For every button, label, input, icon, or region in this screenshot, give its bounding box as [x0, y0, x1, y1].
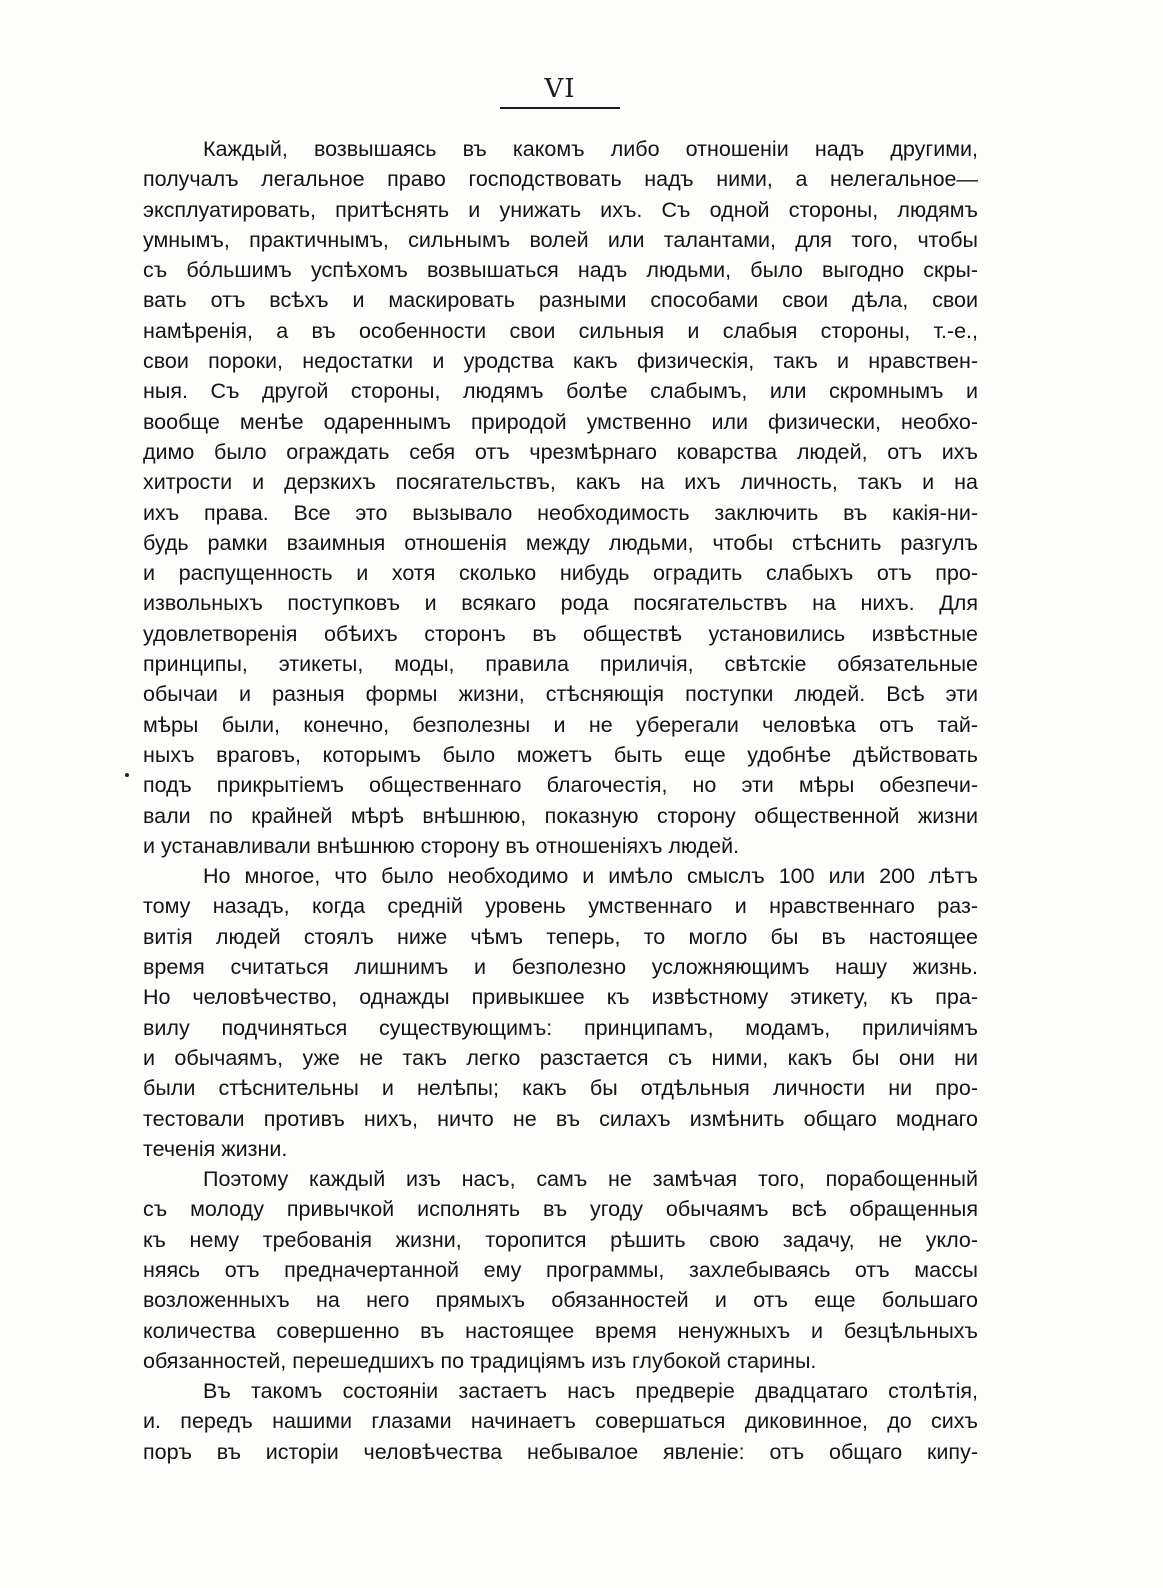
text-line: и. передъ нашими глазами начинаетъ совершаться диковинное, до сихъ	[143, 1409, 978, 1434]
text-line: ныхъ враговъ, которымъ было можетъ быть еще удобнѣе дѣйствовать	[143, 742, 978, 767]
text-line: тестовали противъ нихъ, ничто не въ силахъ измѣнить общаго моднаго	[143, 1106, 978, 1131]
text-line: и распущенность и хотя сколько нибудь оградить слабыхъ отъ про-	[143, 561, 978, 586]
text-line: къ нему требованiя жизни, торопится рѣшить свою задачу, не укло-	[143, 1227, 978, 1252]
text-line: витiя людей стоялъ ниже чѣмъ теперь, то могло бы въ настоящее	[143, 924, 978, 949]
text-line: свои пороки, недостатки и уродства какъ физическiя, такъ и нравствен-	[143, 349, 978, 374]
print-speck	[125, 773, 129, 777]
text-line: Въ такомъ состоянiи застаетъ насъ предверiе двадцатаго столѣтiя,	[203, 1379, 978, 1404]
text-line: теченiя жизни.	[143, 1136, 288, 1161]
text-line: Но человѣчество, однажды привыкшее къ извѣстному этикету, къ пра-	[143, 985, 978, 1010]
text-line: и устанавливали внѣшнюю сторону въ отношенiяхъ людей.	[143, 833, 740, 858]
text-line: принципы, этикеты, моды, правила приличiя, свѣтскiе обязательные	[143, 652, 978, 677]
text-line: получалъ легальное право господствовать надъ ними, а нелегальное—	[143, 167, 978, 192]
text-line: димо было ограждать себя отъ чрезмѣрнаго коварства людей, отъ ихъ	[143, 439, 978, 464]
text-line: подъ прикрытiемъ общественнаго благочестiя, но эти мѣры обезпечи-	[143, 773, 978, 798]
text-line: хитрости и дерзкихъ посягательствъ, какъ на ихъ личность, такъ и на	[143, 470, 978, 495]
text-line: намѣренiя, а въ особенности свои сильныя и слабыя стороны, т.-е.,	[143, 318, 978, 343]
text-line: вилу подчиняться существующимъ: принципамъ, модамъ, приличiямъ	[143, 1015, 978, 1040]
text-line: Но многое, что было необходимо и имѣло смыслъ 100 или 200 лѣтъ	[203, 864, 978, 889]
text-line: Каждый, возвышаясь въ какомъ либо отношенiи надъ другими,	[203, 137, 978, 161]
text-line: и обычаямъ, уже не такъ легко разстается съ ними, какъ бы они ни	[143, 1045, 978, 1070]
text-line: извольныхъ поступковъ и всякаго рода посягательствъ на нихъ. Для	[143, 591, 978, 616]
text-line: эксплуатировать, притѣснять и унижать ихъ. Съ одной стороны, людямъ	[143, 197, 978, 222]
text-line: вали по крайней мѣрѣ внѣшнюю, показную сторону общественной жизни	[143, 803, 978, 828]
text-line: тому назадъ, когда среднiй уровень умственнаго и нравственнаго раз-	[143, 894, 978, 919]
text-line: обычаи и разныя формы жизни, стѣсняющiя поступки людей. Всѣ эти	[143, 682, 978, 707]
text-line: время считаться лишнимъ и безполезно усложняющимъ нашу жизнь.	[143, 955, 978, 980]
text-line: количества совершенно въ настоящее время ненужныхъ и безцѣльныхъ	[143, 1318, 978, 1343]
text-line: были стѣснительны и нелѣпы; какъ бы отдѣльныя личности ни про-	[143, 1076, 978, 1101]
text-line: ныя. Съ другой стороны, людямъ болѣе слабымъ, или скромнымъ и	[143, 379, 978, 404]
text-line: поръ въ исторiи человѣчества небывалое явленiе: отъ общаго кипу-	[143, 1439, 978, 1464]
text-line: Поэтому каждый изъ насъ, самъ не замѣчая того, порабощенный	[203, 1167, 978, 1192]
text-line: возложенныхъ на него прямыхъ обязанностей и отъ еще большаго	[143, 1288, 978, 1313]
body-text	[143, 134, 978, 1467]
text-line: удовлетворенiя обѣихъ сторонъ въ обществѣ установились извѣстные	[143, 621, 978, 646]
text-line: вать отъ всѣхъ и маскировать разными способами свои дѣла, свои	[143, 288, 978, 313]
text-line: будь рамки взаимныя отношенiя между людьми, чтобы стѣснить разгулъ	[143, 530, 978, 555]
text-line: съ бóльшимъ успѣхомъ возвышаться надъ людьми, было выгодно скры-	[143, 258, 978, 283]
text-line: съ молоду привычкой исполнять въ угоду обычаямъ всѣ обращенныя	[143, 1197, 978, 1222]
text-line: мѣры были, конечно, безполезны и не уберегали человѣка отъ тай-	[143, 712, 978, 737]
page-number: VI	[544, 74, 576, 104]
text-line: умнымъ, практичнымъ, сильнымъ волей или талантами, для того, чтобы	[143, 227, 978, 252]
text-line: вообще менѣе одареннымъ природой умственно или физически, необхо-	[143, 409, 978, 434]
header-rule	[500, 107, 620, 109]
text-line: обязанностей, перешедшихъ по традицiямъ изъ глубокой старины.	[143, 1348, 817, 1373]
text-line: няясь отъ предначертанной ему программы, захлебываясь отъ массы	[143, 1257, 978, 1282]
text-line: ихъ права. Все это вызывало необходимость заключить въ какiя-ни-	[143, 500, 978, 525]
